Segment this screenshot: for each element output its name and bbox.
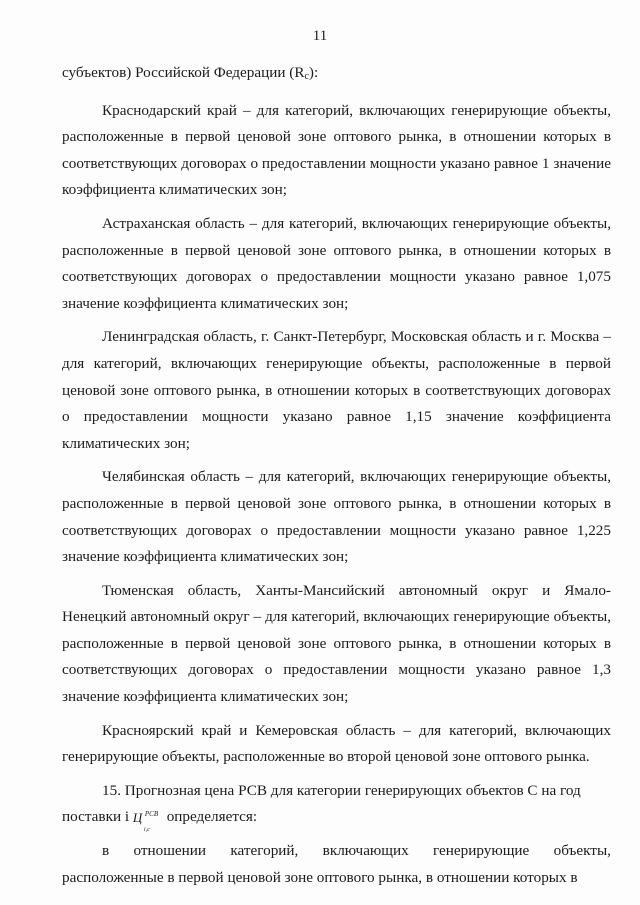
paragraph-chelyabinsk: Челябинская область – для категорий, включающих генерирующие объекты, расположенные в первой ценовой зоне оптового рынка, в отношении которых в соответствующих договорах о предоставлении мощности указано равное 1,225 значение коэффициента климатических зон;: [62, 468, 611, 566]
document-body: [62, 60, 611, 891]
word: категорий,: [230, 842, 299, 860]
formula-superscript: РСВ: [144, 810, 159, 819]
paragraph-item-15-line1: 15. Прогнозная цена РСВ для категории генерирующих объектов С на год: [102, 781, 581, 799]
lead-subscript: c: [304, 71, 309, 82]
paragraph-last-line2: расположенные в первой ценовой зоне оптового рынка, в отношении которых в: [62, 868, 578, 886]
word: объекты,: [553, 842, 611, 860]
item-15-text-end: определяется:: [166, 808, 258, 826]
word: включающих: [322, 842, 409, 860]
price-formula: [132, 805, 163, 834]
lead-end: ):: [308, 64, 319, 81]
paragraph-item-15-line2: [62, 804, 611, 834]
formula-subscript: i,c: [143, 827, 150, 834]
paragraph-astrakhan: Астраханская область – для категорий, включающих генерирующие объекты, расположенные в первой ценовой зоне оптового рынка, в отношении которых в соответствующих договорах о предоставлении мощности указано равное 1,075 значение коэффициента климатических зон;: [62, 214, 611, 312]
paragraph-krasnoyarsk: Красноярский край и Кемеровская область – для категорий, включающих генерирующие объекты, расположенные во второй ценовой зоне оптового рынка.: [62, 721, 611, 766]
paragraph-lead: [62, 60, 611, 91]
lead-text: субъектов) Российской Федерации (R: [62, 64, 305, 81]
paragraph-leningrad-moscow: Ленинградская область, г. Санкт-Петербург, Московская область и г. Москва – для категорий, включающих генерирующие объекты, расположенные в первой ценовой зоне оптового рынка, в отношении которых в соответствующих договорах о предоставлении мощности указано равное 1,15 значение коэффициента климатических зон;: [62, 328, 611, 452]
item-15-text-start: поставки i: [62, 808, 130, 826]
page-number: 11: [312, 28, 328, 44]
word: отношении: [133, 842, 207, 860]
word: в: [102, 842, 110, 860]
word: генерирующие: [433, 842, 530, 860]
paragraph-tyumen: Тюменская область, Ханты-Мансийский автономный округ и Ямало-Ненецкий автономный округ – для категорий, включающих генерирующие объекты, расположенные в первой ценовой зоне оптового рынка, в отношении которых в соответствующих договорах о предоставлении мощности указано равное 1,3 значение коэффициента климатических зон;: [62, 581, 611, 706]
formula-base: Ц: [132, 810, 143, 826]
paragraph-krasnodar: Краснодарский край – для категорий, включающих генерирующие объекты, расположенные в первой ценовой зоне оптового рынка, в отношении которых в соответствующих договорах о предоставлении мощности указано равное 1 значение коэффициента климатических зон;: [62, 101, 611, 199]
